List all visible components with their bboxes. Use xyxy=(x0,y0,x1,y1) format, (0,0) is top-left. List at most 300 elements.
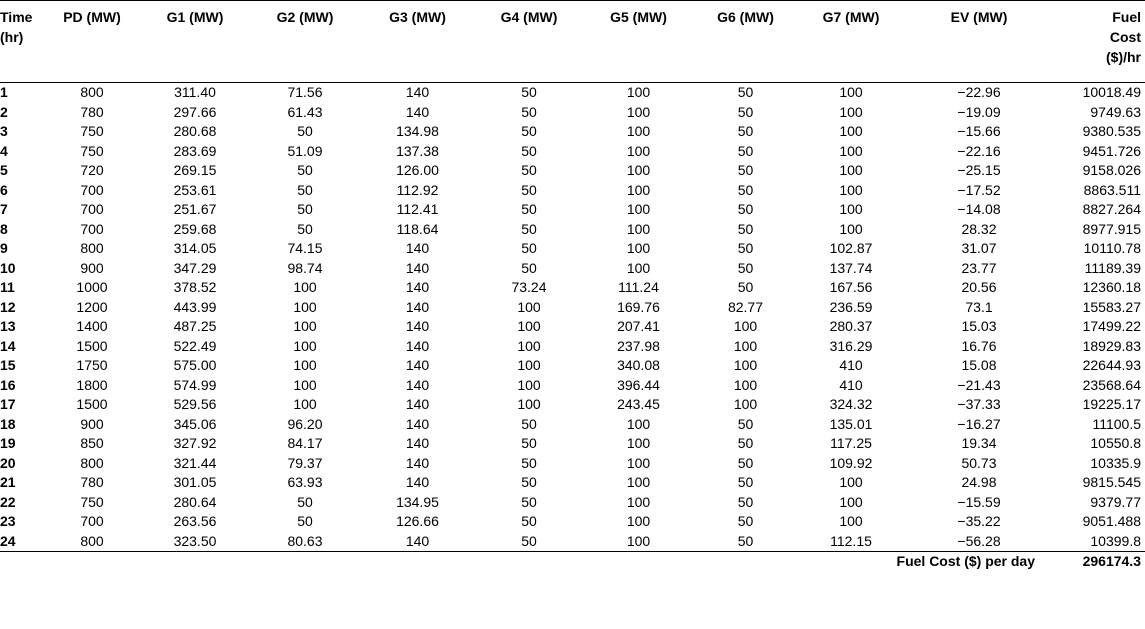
table-cell: −15.59 xyxy=(957,493,1001,510)
table-cell: 126.66 xyxy=(396,513,439,529)
table-cell: 23568.64 xyxy=(1082,376,1141,393)
table-row xyxy=(0,220,1145,240)
table-cell: 301.05 xyxy=(173,474,217,490)
table-cell: 50.73 xyxy=(961,454,997,471)
table-row xyxy=(0,83,1145,103)
total-row xyxy=(0,552,1145,572)
table-cell: 700 xyxy=(80,220,104,237)
table-cell: 259.68 xyxy=(173,220,217,237)
column-header: G5 (MW) xyxy=(610,9,667,25)
table-cell: 396.44 xyxy=(617,376,660,393)
table-cell: 410 xyxy=(839,376,863,393)
table-cell: 16 xyxy=(0,376,16,393)
total-label: Fuel Cost ($) per day xyxy=(896,553,1035,569)
table-cell: 134.98 xyxy=(396,123,439,139)
table-cell: −14.08 xyxy=(957,201,1001,217)
table-cell: 140 xyxy=(405,240,430,256)
table-body xyxy=(0,83,1145,572)
table-cell: 9 xyxy=(0,240,8,256)
table-cell: 850 xyxy=(80,435,104,451)
table-cell: −22.16 xyxy=(957,142,1001,159)
table-cell: 100 xyxy=(626,84,651,100)
table-cell: 50 xyxy=(737,103,754,120)
table-cell: 750 xyxy=(80,123,104,139)
table-cell: 50 xyxy=(521,259,537,276)
table-cell: −22.96 xyxy=(957,84,1001,100)
table-cell: 100 xyxy=(626,220,651,237)
table-cell: 311.40 xyxy=(174,84,216,100)
table-cell: 63.93 xyxy=(287,474,323,490)
table-cell: 50 xyxy=(521,493,537,510)
table-cell: 9379.77 xyxy=(1090,493,1141,510)
table-cell: 251.67 xyxy=(173,201,217,217)
table-cell: 100 xyxy=(839,123,863,139)
table-cell: 50 xyxy=(737,259,754,276)
table-cell: 100 xyxy=(293,298,317,315)
table-cell: 80.63 xyxy=(250,532,360,552)
table-cell: 50 xyxy=(297,162,313,178)
table-row xyxy=(0,512,1145,532)
table-cell: 280.37 xyxy=(829,318,873,334)
table-row xyxy=(0,337,1145,357)
table-cell: 100 xyxy=(626,181,651,198)
table-cell: 800 xyxy=(80,84,104,100)
table-cell: 50 xyxy=(737,240,754,256)
table-cell: 22644.93 xyxy=(1082,357,1141,373)
table-cell: 700 xyxy=(80,181,104,198)
table-cell: 269.15 xyxy=(173,162,217,178)
table-cell: 50 xyxy=(737,84,754,100)
table-cell: 50 xyxy=(475,532,583,552)
table-row xyxy=(0,317,1145,337)
table-row xyxy=(0,278,1145,298)
table-cell: 8977.915 xyxy=(1082,220,1141,237)
table-cell: 9451.726 xyxy=(1082,142,1141,159)
table-cell: 522.49 xyxy=(173,337,217,354)
table-cell: 9051.488 xyxy=(1082,513,1141,529)
table-cell: 10335.9 xyxy=(1090,454,1141,471)
table-cell: 9815.545 xyxy=(1082,474,1141,490)
table-cell: 100 xyxy=(517,318,541,334)
table-cell: 100 xyxy=(839,201,863,217)
table-row xyxy=(0,395,1145,415)
table-cell: 100 xyxy=(733,337,758,354)
table-cell: 15.08 xyxy=(961,357,997,373)
table-cell: 50 xyxy=(737,513,754,529)
table-cell: 50 xyxy=(737,415,754,432)
table-cell: 50 xyxy=(297,513,313,529)
table-cell: 4 xyxy=(0,142,8,159)
table-cell: 347.29 xyxy=(173,259,217,276)
table-row xyxy=(0,493,1145,513)
table-cell: 140 xyxy=(405,415,430,432)
table-cell: 140 xyxy=(405,376,430,393)
table-cell: −15.66 xyxy=(957,123,1001,139)
table-cell: 100 xyxy=(293,337,317,354)
table-cell: 22 xyxy=(0,493,16,510)
table-cell: 100 xyxy=(293,318,317,334)
table-cell: 17 xyxy=(0,396,16,412)
table-cell: 800 xyxy=(44,532,140,552)
table-cell: 50 xyxy=(521,513,537,529)
table-cell: 50 xyxy=(521,474,537,490)
table-cell: 140 xyxy=(405,474,430,490)
table-cell: 118.64 xyxy=(396,220,439,237)
table-cell: 140 xyxy=(405,84,430,100)
table-cell: 3 xyxy=(0,123,8,139)
table-cell: 82.77 xyxy=(727,298,764,315)
table-cell: 50 xyxy=(521,142,537,159)
table-cell: 100 xyxy=(293,376,317,393)
table-cell: 280.68 xyxy=(173,123,217,139)
table-cell: 96.20 xyxy=(287,415,323,432)
table-row xyxy=(0,200,1145,220)
table-cell: 100 xyxy=(626,474,651,490)
table-cell: 1200 xyxy=(76,298,108,315)
column-header: G3 (MW) xyxy=(389,9,446,25)
table-cell: 11100.5 xyxy=(1092,415,1141,432)
table-cell: 140 xyxy=(405,454,430,471)
table-cell: 15 xyxy=(0,357,16,373)
table-cell: 10550.8 xyxy=(1090,435,1141,451)
table-cell: 50 xyxy=(737,435,754,451)
table-cell: 11 xyxy=(0,279,15,295)
table-cell: 529.56 xyxy=(173,396,217,412)
table-cell: 50 xyxy=(737,279,754,295)
table-row xyxy=(0,122,1145,142)
table-cell: 12360.18 xyxy=(1082,279,1141,295)
table-row xyxy=(0,181,1145,201)
header-row xyxy=(0,1,1145,83)
table-cell: 50 xyxy=(737,201,754,217)
table-cell: 100 xyxy=(626,162,651,178)
table-cell: 169.76 xyxy=(617,298,660,315)
table-cell: 720 xyxy=(80,162,104,178)
table-cell: 15583.27 xyxy=(1082,298,1141,315)
table-cell: −56.28 xyxy=(905,532,1053,552)
column-header: G7 (MW) xyxy=(822,9,880,25)
table-cell: 100 xyxy=(517,357,541,373)
table-cell: 100 xyxy=(626,435,651,451)
table-cell: 10 xyxy=(0,259,16,276)
table-cell: 71.56 xyxy=(287,84,323,100)
table-cell: 1500 xyxy=(76,396,108,412)
table-cell: 100 xyxy=(733,318,758,334)
table-cell: 10018.49 xyxy=(1082,84,1141,100)
table-cell: 140 xyxy=(405,298,430,315)
table-cell: 575.00 xyxy=(173,357,217,373)
table-cell: 100 xyxy=(626,123,651,139)
table-cell: 73.24 xyxy=(511,279,547,295)
table-cell: 100 xyxy=(517,396,541,412)
table-cell: 10399.8 xyxy=(1053,532,1145,552)
table-cell: 50 xyxy=(297,123,313,139)
table-cell: −37.33 xyxy=(957,396,1001,412)
table-cell: 100 xyxy=(293,279,317,295)
table-cell: 50 xyxy=(521,201,537,217)
table-row xyxy=(0,434,1145,454)
table-cell: 280.64 xyxy=(173,493,217,510)
table-row xyxy=(0,473,1145,493)
table-cell: 780 xyxy=(80,103,104,120)
table-cell: 18 xyxy=(0,415,16,432)
table-cell: 378.52 xyxy=(173,279,217,295)
table-cell: 50 xyxy=(737,493,754,510)
table-cell: 100 xyxy=(517,298,541,315)
table-cell: 61.43 xyxy=(287,103,323,120)
table-cell: −16.27 xyxy=(957,415,1001,432)
table-cell: 487.25 xyxy=(173,318,217,334)
table-cell: 100 xyxy=(626,103,651,120)
table-cell: 31.07 xyxy=(961,240,997,256)
table-cell: 135.01 xyxy=(829,415,873,432)
table-cell: 13 xyxy=(0,318,16,334)
table-cell: 100 xyxy=(839,162,863,178)
table-cell: 100 xyxy=(839,142,863,159)
table-cell: 9749.63 xyxy=(1090,103,1141,120)
table-cell: 324.32 xyxy=(829,396,873,412)
table-cell: 112.15 xyxy=(797,532,905,552)
table-cell: 1 xyxy=(0,84,8,100)
table-cell: 17499.22 xyxy=(1082,318,1141,334)
table-cell: 140 xyxy=(405,357,430,373)
table-cell: 74.15 xyxy=(287,240,323,256)
table-cell: 100 xyxy=(517,337,541,354)
table-cell: 50 xyxy=(737,474,754,490)
table-cell: 15.03 xyxy=(961,318,997,334)
table-cell: 314.05 xyxy=(173,240,217,256)
table-row xyxy=(0,376,1145,396)
table-cell: 23 xyxy=(0,513,16,529)
table-cell: 800 xyxy=(80,454,104,471)
table-cell: 9158.026 xyxy=(1082,162,1141,178)
table-cell: 140 xyxy=(405,103,430,120)
table-cell: 50 xyxy=(737,181,754,198)
table-cell: 900 xyxy=(80,259,104,276)
table-cell: 8 xyxy=(0,220,8,237)
table-cell: 50 xyxy=(521,435,537,451)
table-cell: 100 xyxy=(839,474,863,490)
table-cell: 18929.83 xyxy=(1082,337,1141,354)
table-cell: 750 xyxy=(80,493,104,510)
table-cell: 1750 xyxy=(76,357,108,373)
table-cell: 50 xyxy=(297,493,313,510)
table-cell: 50 xyxy=(521,220,537,237)
table-cell: 140 xyxy=(360,532,475,552)
table-cell: 340.08 xyxy=(617,357,660,373)
table-cell: 100 xyxy=(839,493,863,510)
table-cell: 100 xyxy=(517,376,541,393)
table-row xyxy=(0,454,1145,474)
table-row xyxy=(0,103,1145,123)
table-cell: 50 xyxy=(521,103,537,120)
table-cell: 50 xyxy=(737,123,754,139)
table-cell: 700 xyxy=(80,513,104,529)
table-cell: 140 xyxy=(405,337,430,354)
table-cell: 117.25 xyxy=(830,435,872,451)
table-cell: 140 xyxy=(405,396,430,412)
table-cell: 21 xyxy=(0,474,16,490)
table-cell: 111.24 xyxy=(618,279,659,295)
table-cell: 8863.511 xyxy=(1083,181,1141,198)
column-header: Fuel Cost ($)/hr xyxy=(1106,9,1141,65)
table-cell: 100 xyxy=(626,454,651,471)
table-cell: 24 xyxy=(0,532,44,552)
table-row xyxy=(0,298,1145,318)
table-cell: 100 xyxy=(583,532,694,552)
table-cell: 9380.535 xyxy=(1082,123,1141,139)
table-cell: 100 xyxy=(626,142,651,159)
table-cell: 137.38 xyxy=(396,142,439,159)
table-cell: 780 xyxy=(80,474,104,490)
table-cell: 100 xyxy=(839,181,863,198)
column-header: Time (hr) xyxy=(0,9,33,45)
table-cell: 50 xyxy=(521,123,537,139)
table-cell: 50 xyxy=(297,181,313,198)
table-cell: 134.95 xyxy=(396,493,439,510)
table-row xyxy=(0,161,1145,181)
table-cell: 345.06 xyxy=(173,415,217,432)
table-cell: 51.09 xyxy=(287,142,323,159)
table-cell: 50 xyxy=(521,240,537,256)
table-cell: 100 xyxy=(626,240,651,256)
table-cell: 16.76 xyxy=(961,337,997,354)
table-cell: 700 xyxy=(80,201,104,217)
table-cell: −35.22 xyxy=(957,513,1001,529)
table-cell: 800 xyxy=(80,240,104,256)
table-cell: 237.98 xyxy=(617,337,660,354)
table-cell: 100 xyxy=(626,259,651,276)
table-cell: 50 xyxy=(737,454,754,471)
table-cell: 1000 xyxy=(76,279,108,295)
table-cell: 19225.17 xyxy=(1082,396,1141,412)
table-row xyxy=(0,532,1145,552)
table-cell: 24.98 xyxy=(961,474,997,490)
table-cell: 327.92 xyxy=(173,435,217,451)
table-row xyxy=(0,356,1145,376)
column-header: G4 (MW) xyxy=(500,9,558,25)
table-cell: 253.61 xyxy=(173,181,217,198)
table-cell: 167.56 xyxy=(829,279,873,295)
table-cell: 112.92 xyxy=(396,181,439,198)
table-cell: 316.29 xyxy=(829,337,873,354)
table-cell: 100 xyxy=(839,84,863,100)
table-cell: 207.41 xyxy=(617,318,660,334)
table-cell: 137.74 xyxy=(829,259,873,276)
column-header: G1 (MW) xyxy=(166,9,224,25)
table-cell: 19 xyxy=(0,435,16,451)
table-row xyxy=(0,142,1145,162)
table-cell: 297.66 xyxy=(173,103,217,120)
table-cell: 50 xyxy=(521,84,537,100)
table-cell: 283.69 xyxy=(173,142,217,159)
table-cell: 109.92 xyxy=(829,454,873,471)
table-cell: 574.99 xyxy=(173,376,217,393)
table-cell: −21.43 xyxy=(957,376,1001,393)
table-cell: 100 xyxy=(733,376,758,393)
table-cell: 140 xyxy=(405,435,430,451)
table-cell: 100 xyxy=(626,493,651,510)
table-cell: 236.59 xyxy=(829,298,873,315)
table-cell: 50 xyxy=(521,162,537,178)
table-cell: 443.99 xyxy=(173,298,217,315)
table-cell: 28.32 xyxy=(961,220,997,237)
table-cell: 10110.78 xyxy=(1083,240,1141,256)
table-cell: 100 xyxy=(626,201,651,217)
table-cell: 19.34 xyxy=(961,435,997,451)
table-cell: 323.50 xyxy=(140,532,250,552)
table-cell: 50 xyxy=(737,162,754,178)
table-cell: 98.74 xyxy=(287,259,323,276)
table-cell: 140 xyxy=(405,279,430,295)
table-cell: 321.44 xyxy=(173,454,217,471)
table-cell: 84.17 xyxy=(287,435,323,451)
total-value: 296174.3 xyxy=(1082,553,1141,569)
table-cell: 100 xyxy=(293,396,317,412)
table-cell: 12 xyxy=(0,298,16,315)
column-header: G6 (MW) xyxy=(717,9,774,25)
table-cell: 50 xyxy=(521,181,537,198)
table-cell: −19.09 xyxy=(957,103,1001,120)
table-cell: 100 xyxy=(733,396,758,412)
table-cell: 1400 xyxy=(76,318,108,334)
table-cell: 100 xyxy=(839,103,863,120)
table-row xyxy=(0,415,1145,435)
table-cell: 8827.264 xyxy=(1082,201,1141,217)
table-cell: 100 xyxy=(626,415,651,432)
table-cell: −25.15 xyxy=(957,162,1001,178)
table-cell: 100 xyxy=(839,220,863,237)
table-cell: 1500 xyxy=(76,337,108,354)
table-cell: 14 xyxy=(0,337,16,354)
table-cell: 50 xyxy=(521,415,537,432)
table-cell: 23.77 xyxy=(961,259,997,276)
table-cell: 100 xyxy=(733,357,758,373)
table-cell: 50 xyxy=(521,454,537,471)
table-cell: 750 xyxy=(80,142,104,159)
table-cell: 100 xyxy=(626,513,651,529)
table-cell: 73.1 xyxy=(965,298,993,315)
table-cell: 7 xyxy=(0,201,8,217)
table-cell: 263.56 xyxy=(173,513,217,529)
table-cell: 100 xyxy=(839,513,863,529)
table-cell: 1800 xyxy=(76,376,108,393)
table-cell: −17.52 xyxy=(957,181,1001,198)
table-cell: 112.41 xyxy=(396,201,439,217)
table-cell: 140 xyxy=(405,318,430,334)
table-row xyxy=(0,239,1145,259)
table-cell: 2 xyxy=(0,103,8,120)
column-header: PD (MW) xyxy=(63,9,121,25)
table-cell: 20.56 xyxy=(961,279,997,295)
column-header: G2 (MW) xyxy=(276,9,334,25)
table-cell: 140 xyxy=(405,259,430,276)
table-cell: 126.00 xyxy=(396,162,439,178)
table-cell: 50 xyxy=(297,201,313,217)
table-cell: 50 xyxy=(737,220,754,237)
table-cell: 100 xyxy=(293,357,317,373)
table-cell: 50 xyxy=(297,220,313,237)
table-cell: 20 xyxy=(0,454,16,471)
table-cell: 410 xyxy=(839,357,863,373)
table-cell: 900 xyxy=(80,415,104,432)
table-cell: 6 xyxy=(0,181,8,198)
table-cell: 243.45 xyxy=(617,396,660,412)
column-header: EV (MW) xyxy=(950,9,1008,25)
table-row xyxy=(0,259,1145,279)
table-cell: 11189.39 xyxy=(1084,259,1141,276)
table-cell: 50 xyxy=(737,142,754,159)
